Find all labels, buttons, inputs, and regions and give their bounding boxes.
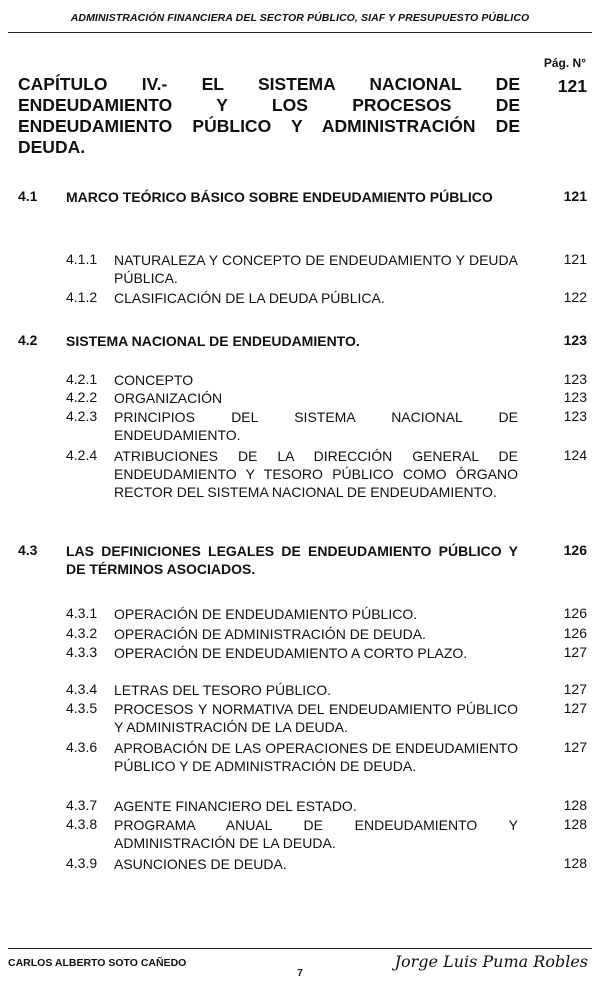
subsection-number: 4.2.2: [66, 389, 98, 405]
subsection-title: OPERACIÓN DE ADMINISTRACIÓN DE DEUDA.: [114, 626, 426, 642]
subsection-title: PROGRAMA ANUAL DE ENDEUDAMIENTO Y ADMINISTRACIÓN DE LA DEUDA.: [114, 817, 518, 851]
subsection-number: 4.3.6: [66, 739, 98, 755]
subsection-title: ASUNCIONES DE DEUDA.: [114, 856, 287, 872]
subsection-title: LETRAS DEL TESORO PÚBLICO.: [114, 682, 332, 698]
subsection-title: OPERACIÓN DE ENDEUDAMIENTO A CORTO PLAZO.: [114, 645, 468, 661]
subsection-number: 4.3.7: [66, 797, 98, 813]
section-page-number: 121: [563, 188, 587, 204]
section-title: MARCO TEÓRICO BÁSICO SOBRE ENDEUDAMIENTO PÚBLICO: [66, 189, 493, 205]
subsection-page-number: 128: [563, 816, 587, 832]
page-column-label: Pág. N°: [543, 56, 586, 70]
subsection-number: 4.3.3: [66, 644, 98, 660]
subsection-title: PROCESOS Y NORMATIVA DEL ENDEUDAMIENTO PÚBLICO Y ADMINISTRACIÓN DE LA DEUDA.: [114, 701, 518, 735]
subsection-number: 4.2.1: [66, 371, 98, 387]
section-page-number: 123: [563, 332, 587, 348]
section-number: 4.1: [18, 188, 38, 204]
section-number: 4.2: [18, 332, 38, 348]
subsection-page-number: 128: [563, 855, 587, 871]
signature: Jorge Luis Puma Robles: [394, 952, 588, 971]
section-number: 4.3: [18, 542, 38, 558]
chapter-title-text: CAPÍTULO IV.- EL SISTEMA NACIONAL DE ENDEUDAMIENTO Y LOS PROCESOS DE ENDEUDAMIENTO PÚBLICO Y ADMINISTRACIÓN DE DEUDA.: [18, 74, 520, 157]
subsection-title: APROBACIÓN DE LAS OPERACIONES DE ENDEUDAMIENTO PÚBLICO Y DE ADMINISTRACIÓN DE DEUDA.: [114, 740, 518, 774]
subsection-page-number: 121: [563, 251, 587, 267]
subsection-page-number: 128: [563, 797, 587, 813]
subsection-number: 4.2.4: [66, 447, 98, 463]
subsection-number: 4.3.4: [66, 681, 98, 697]
footer-page-number: 7: [297, 968, 303, 979]
subsection-title: ATRIBUCIONES DE LA DIRECCIÓN GENERAL DE ENDEUDAMIENTO Y TESORO PÚBLICO COMO ÓRGANO RECTOR DEL SISTEMA NACIONAL DE ENDEUDAMIENTO.: [114, 448, 518, 500]
subsection-page-number: 123: [563, 371, 587, 387]
subsection-page-number: 127: [563, 681, 587, 697]
subsection-page-number: 126: [563, 625, 587, 641]
subsection-page-number: 127: [563, 700, 587, 716]
chapter-title: [18, 74, 520, 158]
subsection-number: 4.1.1: [66, 251, 98, 267]
subsection-page-number: 127: [563, 739, 587, 755]
section-title: LAS DEFINICIONES LEGALES DE ENDEUDAMIENTO PÚBLICO Y DE TÉRMINOS ASOCIADOS.: [66, 543, 518, 577]
section-title: SISTEMA NACIONAL DE ENDEUDAMIENTO.: [66, 333, 360, 349]
subsection-number: 4.3.9: [66, 855, 98, 871]
subsection-number: 4.3.2: [66, 625, 98, 641]
subsection-page-number: 126: [563, 605, 587, 621]
chapter-page-number: 121: [557, 76, 587, 96]
subsection-number: 4.3.1: [66, 605, 98, 621]
footer-rule: [8, 948, 592, 949]
section-page-number: 126: [563, 542, 587, 558]
subsection-title: PRINCIPIOS DEL SISTEMA NACIONAL DE ENDEUDAMIENTO.: [114, 409, 518, 443]
subsection-number: 4.3.5: [66, 700, 98, 716]
subsection-number: 4.1.2: [66, 289, 98, 305]
subsection-page-number: 122: [563, 289, 587, 305]
subsection-page-number: 123: [563, 408, 587, 424]
subsection-title: CONCEPTO: [114, 372, 194, 388]
subsection-title: NATURALEZA Y CONCEPTO DE ENDEUDAMIENTO Y DEUDA PÚBLICA.: [114, 252, 518, 286]
subsection-title: ORGANIZACIÓN: [114, 390, 223, 406]
subsection-page-number: 123: [563, 389, 587, 405]
subsection-number: 4.2.3: [66, 408, 98, 424]
header-rule: [8, 32, 592, 33]
running-header: ADMINISTRACIÓN FINANCIERA DEL SECTOR PÚBLICO, SIAF Y PRESUPUESTO PÚBLICO: [70, 12, 530, 24]
subsection-title: OPERACIÓN DE ENDEUDAMIENTO PÚBLICO.: [114, 606, 418, 622]
subsection-number: 4.3.8: [66, 816, 98, 832]
subsection-page-number: 124: [563, 447, 587, 463]
subsection-title: CLASIFICACIÓN DE LA DEUDA PÚBLICA.: [114, 290, 385, 306]
subsection-title: AGENTE FINANCIERO DEL ESTADO.: [114, 798, 357, 814]
footer-author: CARLOS ALBERTO SOTO CAÑEDO: [8, 957, 187, 969]
subsection-page-number: 127: [563, 644, 587, 660]
